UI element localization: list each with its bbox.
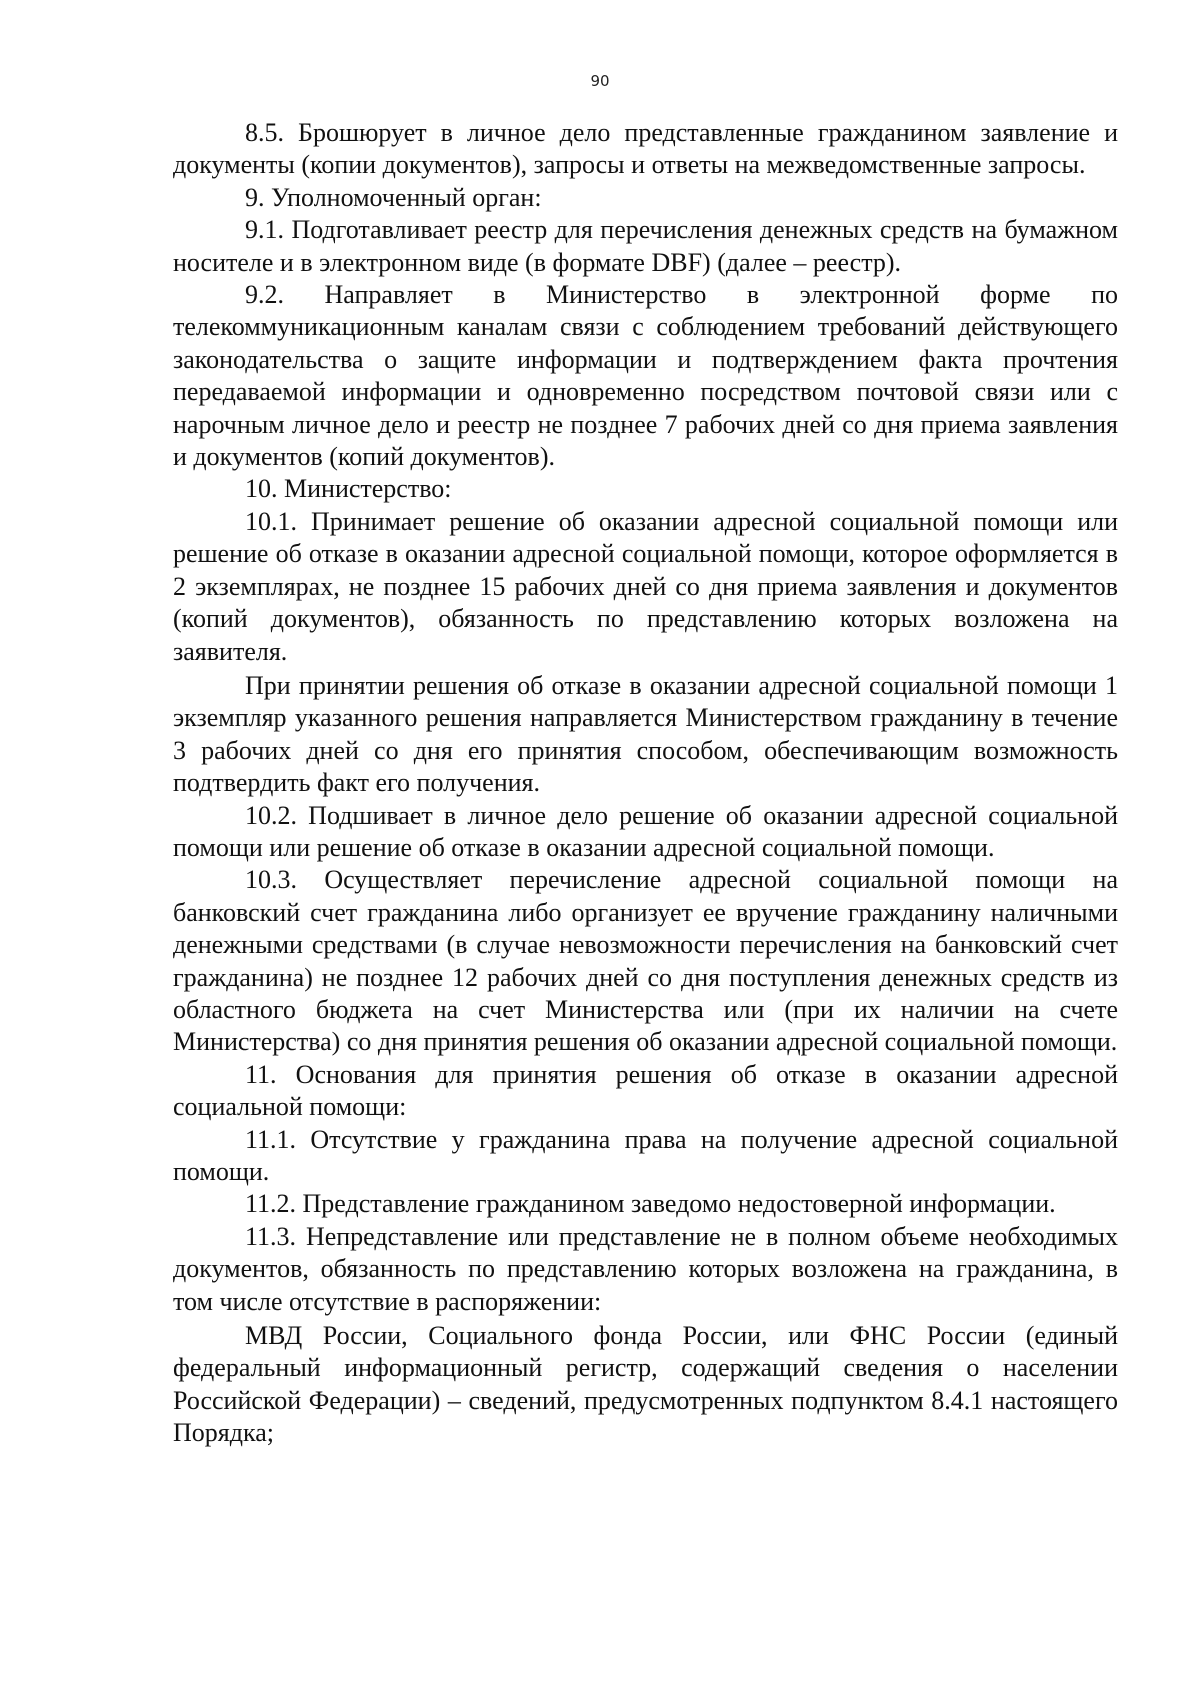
paragraph-9-1: 9.1. Подготавливает реестр для перечисления денежных средств на бумажном носителе и в электронном виде (в формате DBF) (далее – реестр). <box>173 215 1118 277</box>
paragraph-10-2: 10.2. Подшивает в личное дело решение об оказании адресной социальной помощи или решение об отказе в оказании адресной социальной помощи. <box>173 800 1118 862</box>
paragraph-11-1: 11.1. Отсутствие у гражданина права на получение адресной социальной помощи. <box>173 1124 1118 1186</box>
page-number: 90 <box>590 72 610 90</box>
paragraph-8-5: 8.5. Брошюрует в личное дело представленные гражданином заявление и документы (копии документов), запросы и ответы на межведомственные запросы. <box>173 118 1118 180</box>
document-body <box>173 117 1118 1450</box>
paragraph-11-2: 11.2. Представление гражданином заведомо недостоверной информации. <box>245 1189 1056 1219</box>
paragraph-10: 10. Министерство: <box>245 474 452 504</box>
paragraph-11-3-agencies: МВД России, Социального фонда России, или ФНС России (единый федеральный информационный регистр, содержащий сведения о населении Российской Федерации) – сведений, предусмотренных подпунктом 8.4.1 настоящего Порядка; <box>173 1321 1118 1448</box>
paragraph-10-1-refusal: При принятии решения об отказе в оказании адресной социальной помощи 1 экземпляр указанного решения направляется Министерством гражданину в течение 3 рабочих дней со дня его принятия способом, обеспечивающим возможность подтвердить факт его получения. <box>173 670 1118 798</box>
paragraph-11: 11. Основания для принятия решения об отказе в оказании адресной социальной помощи: <box>173 1059 1118 1122</box>
paragraph-10-3: 10.3. Осуществляет перечисление адресной социальной помощи на банковский счет гражданина либо организует ее вручение гражданину наличными денежными средствами (в случае невозможности перечисления на банковский счет гражданина) не позднее 12 рабочих дней со дня поступления денежных средств из областного бюджета на счет Министерства или (при их наличии на счете Министерства) со дня принятия решения об оказании адресной социальной помощи. <box>173 865 1118 1057</box>
paragraph-10-1: 10.1. Принимает решение об оказании адресной социальной помощи или решение об отказе в оказании адресной социальной помощи, которое оформляется в 2 экземплярах, не позднее 15 рабочих дней со дня приема заявления и документов (копий документов), обязанность по представлению которых возложена на заявителя. <box>173 506 1118 666</box>
paragraph-11-3: 11.3. Непредставление или представление не в полном объеме необходимых документов, обязанность по представлению которых возложена на гражданина, в том числе отсутствие в распоряжении: <box>173 1221 1118 1316</box>
paragraph-9: 9. Уполномоченный орган: <box>245 182 542 212</box>
paragraph-9-2: 9.2. Направляет в Министерство в электронной форме по телекоммуникационным каналам связи с соблюдением требований действующего законодательства о защите информации и подтверждением факта прочтения передаваемой информации и одновременно посредством почтовой связи или с нарочным личное дело и реестр не позднее 7 рабочих дней со дня приема заявления и документов (копий документов). <box>173 280 1118 472</box>
